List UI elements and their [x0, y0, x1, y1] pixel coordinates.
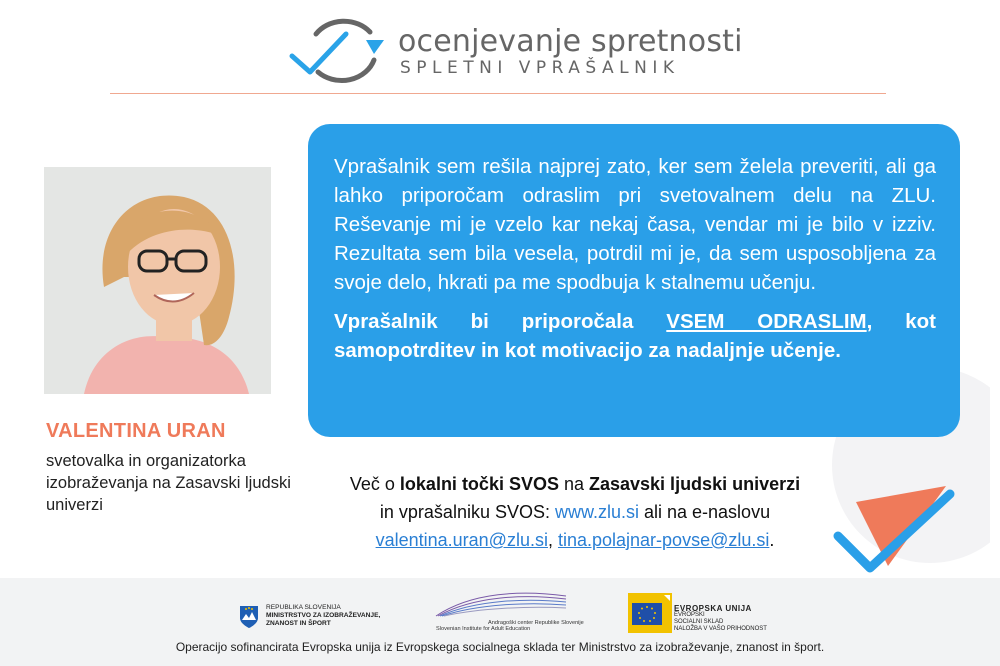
circular-arrows-checkmark-icon [288, 10, 388, 88]
site-logo[interactable] [288, 10, 743, 88]
eu-flag-icon [628, 593, 672, 633]
email-link-valentina[interactable]: valentina.uran@zlu.si [375, 530, 548, 550]
header-divider [110, 93, 886, 94]
ministry-text [266, 604, 380, 628]
eu-line-1: EVROPSKA UNIJA [674, 604, 752, 613]
person-name: VALENTINA URAN [46, 420, 226, 442]
person-role: svetovalka in organizatorka izobraževanja na Zasavski ljudski univerzi [46, 452, 291, 514]
eu-line-3: SOCIALNI SKLAD [674, 619, 724, 625]
contact-emphasis: lokalni točki SVOS [399, 474, 559, 494]
portrait-photo [44, 167, 271, 394]
recommend-text-start: Vprašalnik bi priporočala [334, 310, 667, 333]
eu-text [674, 605, 767, 633]
slovenia-coat-of-arms-icon [238, 604, 260, 630]
ministry-logo [238, 604, 438, 634]
contact-text: in vprašalniku SVOS: [379, 502, 555, 522]
contact-line-3 [300, 526, 850, 554]
acs-line-1: Andragoški center Republike Slovenije [488, 620, 584, 626]
recommend-text-end: , kot samopotrditev in kot motivacijo za nadaljnje učenje. [334, 310, 936, 362]
logo-title: ocenjevanje spretnosti [398, 24, 743, 59]
ministry-line-3: ZNANOST IN ŠPORT [266, 620, 331, 627]
acs-text [436, 620, 584, 632]
contact-text: Več o [349, 474, 400, 494]
eu-line-4: NALOŽBA V VAŠO PRIHODNOST [674, 626, 767, 632]
footer-note: Operacijo sofinancirata Evropska unija iz Evropskega socialnega sklada ter Ministrstvo za izobraževanje, znanost in šport. [175, 640, 825, 654]
ministry-line-2: MINISTRSTVO ZA IZOBRAŽEVANJE, [266, 612, 381, 619]
contact-line-1 [300, 470, 850, 498]
ministry-line-1: REPUBLIKA SLOVENIJA [266, 604, 341, 611]
contact-text: ali na e-naslovu [639, 502, 771, 522]
quote-bubble [308, 124, 960, 437]
contact-text: na [558, 474, 589, 494]
quote-paragraph: Vprašalnik sem rešila najprej zato, ker sem želela preveriti, ali ga lahko priporočam odraslim pri svetovalnem delu na ZLU. Reševanje mi je vzelo kar nekaj časa, vendar mi je bilo v izziv. Rezultata sem bila vesela, potrdil mi je, da sem usposobljena za svoje delo, hkrati pa me spodbuja k stalnemu učenju. [334, 155, 936, 294]
contact-emphasis: Zasavski ljudski univerzi [589, 474, 801, 494]
quote-recommendation [334, 307, 936, 365]
acs-line-2: Slovenian Institute for Adult Education [436, 626, 531, 632]
eu-line-2: EVROPSKI [674, 612, 705, 618]
eu-logo [628, 593, 767, 633]
contact-period: . [769, 530, 775, 550]
logo-subtitle: SPLETNI VPRAŠALNIK [400, 58, 680, 78]
recommend-emphasis: VSEM ODRASLIM [666, 310, 867, 333]
acs-logo [432, 588, 584, 632]
contact-info [300, 470, 850, 554]
email-link-tina[interactable]: tina.polajnar-povse@zlu.si [557, 530, 770, 550]
website-link[interactable]: www.zlu.si [554, 502, 639, 522]
contact-line-2 [300, 498, 850, 526]
contact-separator: , [547, 530, 558, 550]
acs-swoosh-icon [432, 588, 572, 620]
